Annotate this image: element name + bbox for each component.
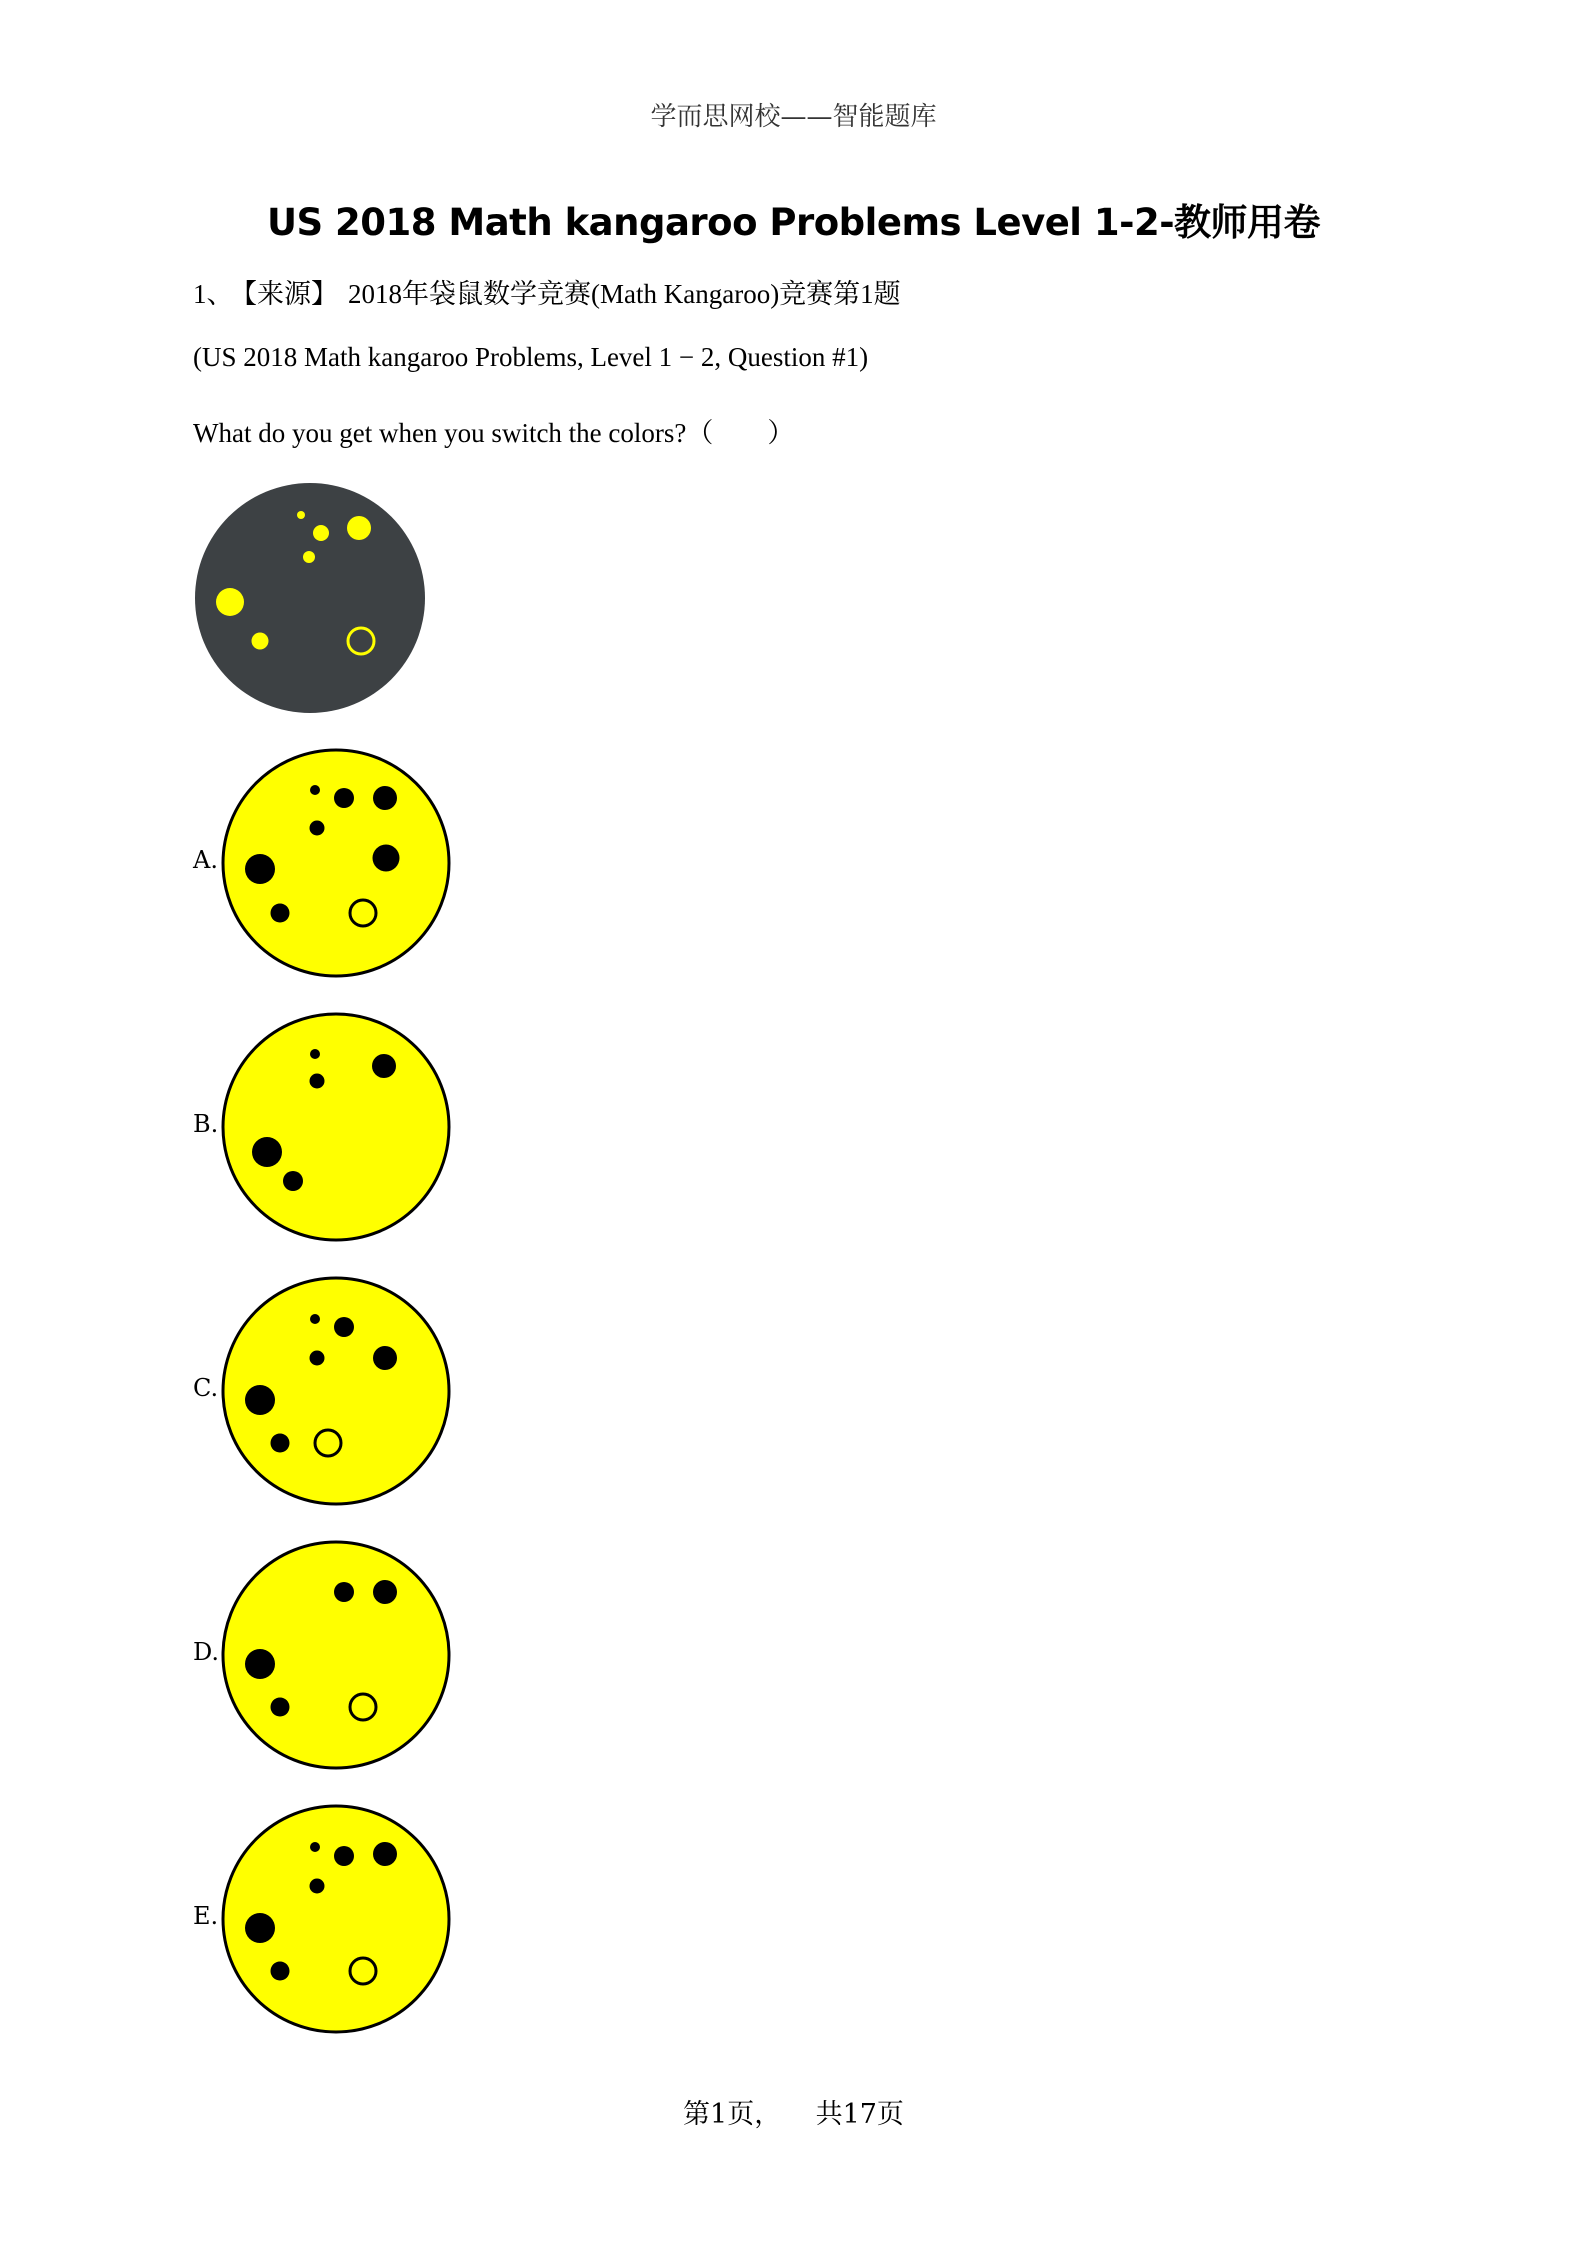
option-c-figure[interactable] xyxy=(218,1273,458,1513)
option-a-label: A. xyxy=(193,846,218,874)
dot xyxy=(373,1580,397,1604)
dot xyxy=(245,1385,275,1415)
dot xyxy=(310,1351,325,1366)
dot xyxy=(271,904,290,923)
dot xyxy=(334,1582,354,1602)
dot xyxy=(216,588,244,616)
yellow-disc xyxy=(223,1014,449,1240)
dot xyxy=(245,1649,275,1679)
dot xyxy=(373,1842,397,1866)
dot xyxy=(252,1137,282,1167)
question-text: What do you get when you switch the colors?（ ） xyxy=(193,418,795,448)
option-e-figure[interactable] xyxy=(218,1801,458,2041)
dot xyxy=(310,1842,320,1852)
dot xyxy=(310,1049,320,1059)
total-pages: 共17页 xyxy=(815,2099,904,2130)
dot xyxy=(310,785,320,795)
option-a-figure[interactable] xyxy=(218,745,458,985)
dot xyxy=(271,1698,290,1717)
dot xyxy=(334,1317,354,1337)
dot xyxy=(310,1879,325,1894)
option-b-figure[interactable] xyxy=(218,1009,458,1249)
source-label: 【来源】 xyxy=(243,279,338,309)
option-d-label: D. xyxy=(193,1638,220,1666)
dot xyxy=(310,1074,325,1089)
option-b-label: B. xyxy=(193,1110,219,1138)
dot xyxy=(310,821,325,836)
dot xyxy=(313,525,329,541)
page-number: 第1页， xyxy=(683,2099,782,2130)
dot xyxy=(252,633,269,650)
dot xyxy=(271,1962,290,1981)
question-figure xyxy=(190,478,430,718)
option-c-label: C. xyxy=(193,1374,219,1402)
dot xyxy=(245,1913,275,1943)
dot xyxy=(271,1434,290,1453)
dot xyxy=(303,551,315,563)
dot xyxy=(334,1846,354,1866)
question-number: 1、 xyxy=(193,279,234,309)
dot xyxy=(373,786,397,810)
question-source-line xyxy=(193,272,901,311)
dot xyxy=(334,788,354,808)
dot xyxy=(347,516,371,540)
source-text: 2018年袋鼠数学竞赛(Math Kangaroo)竞赛第1题 xyxy=(348,279,901,309)
dot xyxy=(283,1171,303,1191)
page-footer xyxy=(0,2092,1587,2131)
page-header: 学而思网校——智能题库 xyxy=(650,102,937,132)
dot xyxy=(297,511,305,519)
option-e-label: E. xyxy=(193,1902,219,1930)
dot xyxy=(310,1314,320,1324)
dot xyxy=(245,854,275,884)
option-d-figure[interactable] xyxy=(218,1537,458,1777)
dot xyxy=(373,1346,397,1370)
dot xyxy=(373,845,400,872)
dot xyxy=(372,1054,396,1078)
question-subtitle: (US 2018 Math kangaroo Problems, Level 1 − 2, Question #1) xyxy=(193,342,869,372)
document-title: US 2018 Math kangaroo Problems Level 1-2-教师用卷 xyxy=(266,201,1321,244)
